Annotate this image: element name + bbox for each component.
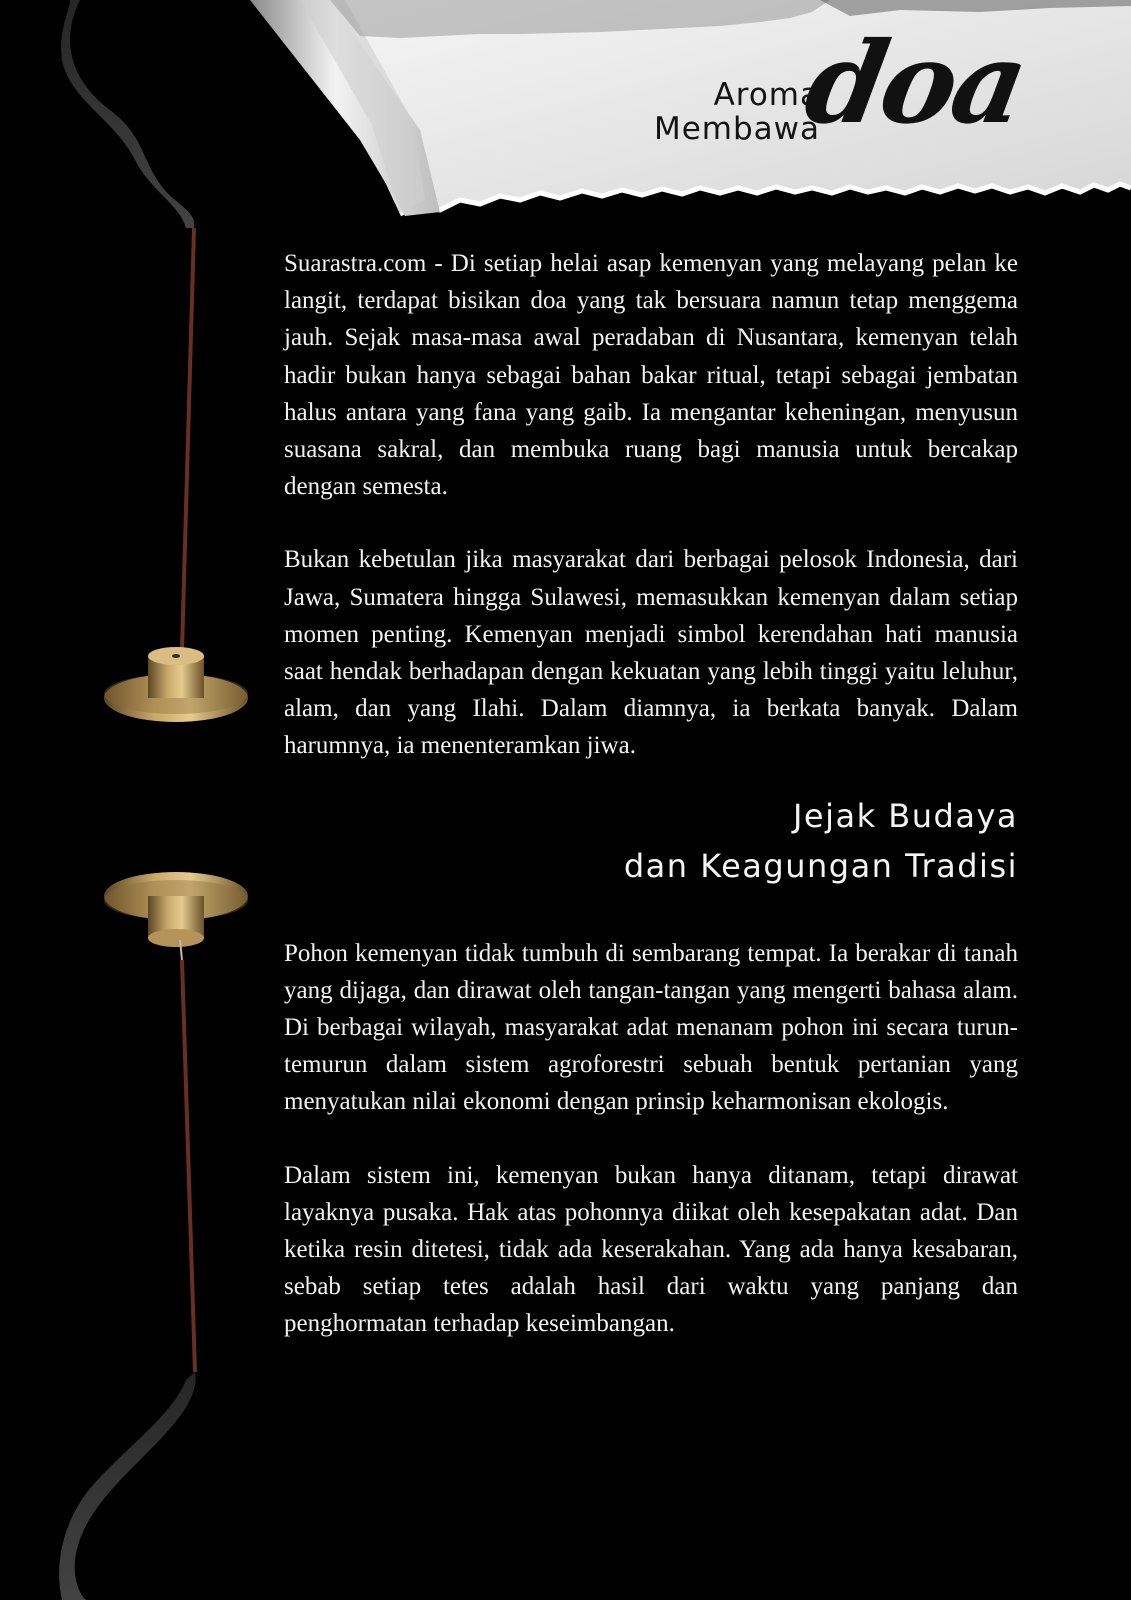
kicker-line-1: Aroma: [713, 77, 820, 113]
section-heading-line-2: dan Keagungan Tradisi: [623, 846, 1018, 885]
intro-paragraph-2: Bukan kebetulan jika masyarakat dari berbagai pelosok Indonesia, dari Jawa, Sumatera hingga Sulawesi, memasukkan kemenyan dalam setiap momen penting. Kemenyan menjadi simbol kerendahan hati manusia saat hendak berhadapan dengan kekuatan yang lebih tinggi yaitu leluhur, alam, dan yang Ilahi. Dalam diamnya, ia berkata banyak. Dalam harumnya, ia menenteramkan jiwa.: [284, 546, 1018, 760]
incense-stick-top: [182, 228, 194, 650]
intro-paragraph-1: Suarastra.com - Di setiap helai asap kemenyan yang melayang pelan ke langit, terdapat bisikan doa yang tak bersuara namun tetap menggema jauh. Sejak masa-masa awal peradaban di Nusantara, kemenyan telah hadir bukan hanya sebagai bahan bakar ritual, tetapi sebagai jembatan halus antara yang fana yang gaib. Ia mengantar keheningan, menyusun suasana sakral, dan membuka ruang bagi manusia untuk bercakap dengan semesta.: [284, 250, 1018, 501]
incense-stick-bottom: [182, 960, 195, 1372]
smoke-bottom: [59, 1372, 195, 1600]
section-heading: [284, 791, 1018, 891]
article-body: [284, 245, 1018, 1343]
incense-illustration: [0, 0, 280, 1600]
header-kicker: [654, 78, 820, 146]
section-paragraph-1: Pohon kemenyan tidak tumbuh di sembarang tempat. Ia berakar di tanah yang dijaga, dan dirawat oleh tangan-tangan yang mengerti bahasa alam. Di berbagai wilayah, masyarakat adat menanam pohon ini secara turun-temurun dalam sistem agroforestri sebuah bentuk pertanian yang menyatukan nilai ekonomi dengan prinsip keharmonisan ekologis.: [284, 939, 1018, 1116]
paragraph-spacer: [284, 505, 1018, 541]
smoke-top: [61, 0, 194, 228]
kicker-line-2: Membawa: [653, 111, 820, 147]
header-script-word: doa: [796, 18, 1034, 149]
header-title: [600, 20, 1040, 170]
paragraph-spacer: [284, 1121, 1018, 1157]
section-heading-line-1: Jejak Budaya: [792, 796, 1018, 835]
brass-holder-bottom: [104, 872, 248, 947]
section-paragraph-2: Dalam sistem ini, kemenyan bukan hanya ditanam, tetapi dirawat layaknya pusaka. Hak atas pohonnya diikat oleh kesepakatan adat. Dan ketika resin ditetesi, tidak ada keserakahan. Yang ada hanya kesabaran, sebab setiap tetes adalah hasil dari waktu yang panjang dan penghormatan terhadap keseimbangan.: [284, 1161, 1018, 1338]
brass-holder-top: [104, 647, 248, 722]
